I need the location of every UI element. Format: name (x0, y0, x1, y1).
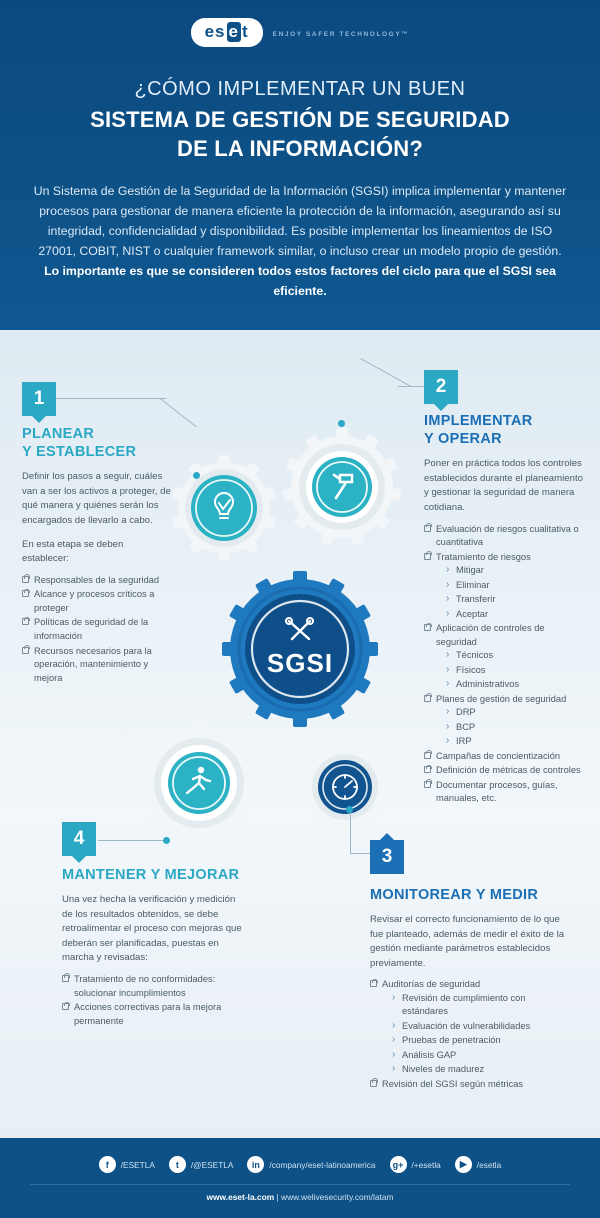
list-item (370, 978, 570, 1076)
lock-icon (22, 590, 29, 597)
gauge-icon (333, 775, 357, 799)
footer-divider (30, 1184, 570, 1185)
title-line-2: SISTEMA DE GESTIÓN DE SEGURIDAD (90, 107, 510, 132)
list-item-label: Revisión del SGSI según métricas (382, 1078, 524, 1089)
step-1-paragraph-1: Definir los pasos a seguir, cuáles van a ser los activos a proteger, de qué manera y quiénes serán los encargados de llevarlo a cabo. (22, 471, 171, 526)
brand-tagline: ENJOY SAFER TECHNOLOGY™ (272, 31, 410, 38)
sub-list-item: › Eliminar (446, 579, 586, 592)
lock-icon (424, 752, 431, 759)
list-item (62, 1001, 244, 1028)
list-item (424, 750, 586, 764)
footer-blog-url[interactable]: www.welivesecurity.com/latam (281, 1192, 394, 1202)
step-1-title-line-1: PLANEAR (22, 426, 95, 442)
lock-icon (424, 525, 431, 532)
footer-urls (0, 1192, 600, 1202)
step-4-number (62, 822, 96, 856)
list-item-label: Aplicación de controles de seguridad (436, 623, 545, 647)
lock-icon (62, 1003, 69, 1010)
list-item (22, 616, 172, 643)
list-item (424, 622, 586, 692)
step-3-title-line-1: MONITOREAR Y MEDIR (370, 887, 539, 903)
social-handle: /ESETLA (120, 1159, 155, 1170)
step-1-list (22, 574, 172, 686)
brand-logo (0, 18, 600, 47)
step-2-paragraph-1: Poner en práctica todos los controles establecidos durante el planeamiento y gestionar la seguridad de manera cotidiana. (424, 458, 583, 513)
sub-list-item: › Análisis GAP (392, 1049, 570, 1062)
step-4-list (62, 973, 244, 1028)
list-item-label: Definición de métricas de controles (436, 765, 581, 776)
title-line-1: ¿CÓMO IMPLEMENTAR UN BUEN (134, 78, 466, 100)
list-item-label: Acciones correctivas para la mejora permanente (74, 1002, 222, 1026)
sub-list-item: › Mitigar (446, 564, 586, 577)
list-item-label: Auditorías de seguridad (382, 979, 481, 990)
lock-icon (370, 980, 377, 987)
connector-3-line-v (350, 812, 351, 854)
social-handle: /esetla (476, 1159, 502, 1170)
step-2-list (424, 523, 586, 806)
sub-list-item: › Técnicos (446, 649, 586, 662)
connector-1-line-h (48, 398, 166, 399)
header (0, 0, 600, 330)
list-item (424, 764, 586, 778)
sub-list-item: › DRP (446, 706, 586, 719)
intro-text: Un Sistema de Gestión de la Seguridad de la Información (SGSI) implica implementar y mantener procesos para gestionar de manera eficiente la protección de la información, asegurando así su integridad, confidencialidad y disponibilidad. Es posible implementar los lineamientos de ISO 27001, COBIT, NIST o cualquier framework similar, o incluso crear un modelo propio de gestión. (33, 184, 567, 258)
step-2-title-line-2: Y OPERAR (424, 431, 502, 448)
step-3-paragraph-1: Revisar el correcto funcionamiento de lo que fue planteado, además de medir el éxito de la gestión mediante parámetros establecidos previamente. (370, 914, 565, 969)
intro-highlight: Lo importante es que se consideren todos estos factores del ciclo para que el SGSI sea eficiente. (44, 263, 556, 298)
sub-list-item: › Pruebas de penetración (392, 1034, 570, 1047)
step-4-gear-svg (138, 722, 260, 844)
sub-list-item: › Transferir (446, 593, 586, 606)
step-4-block (62, 866, 244, 1029)
step-4-gear (138, 722, 260, 844)
step-3-title (370, 886, 570, 904)
sub-list-item: › Evaluación de vulnerabilidades (392, 1020, 570, 1033)
footer-separator: | (274, 1192, 282, 1202)
list-item-label: Campañas de concientización (436, 750, 561, 761)
step-4-title-line-1: MANTENER Y MEJORAR (62, 867, 240, 883)
list-item-label: Planes de gestión de seguridad (436, 693, 567, 704)
step-3-gear (298, 740, 392, 834)
tools-icon (283, 617, 317, 643)
connector-4-line-h (98, 840, 168, 841)
connector-3-dot (346, 806, 353, 813)
logo-left-text: es (204, 22, 226, 41)
lock-icon (424, 695, 431, 702)
list-item (22, 574, 172, 588)
social-link-youtube[interactable] (455, 1156, 501, 1173)
lock-icon (62, 975, 69, 982)
step-2-number-text: 2 (435, 376, 447, 397)
connector-4-dot (163, 837, 170, 844)
logo-right-text: t (241, 22, 249, 41)
step-3-list (370, 978, 570, 1091)
center-gear-label: SGSI (266, 648, 334, 678)
footer (0, 1138, 600, 1218)
lock-icon (424, 781, 431, 788)
step-1-number (22, 382, 56, 416)
step-2-sublist-3 (446, 706, 586, 748)
step-2-gear-svg (283, 428, 401, 546)
step-1-number-text: 1 (33, 388, 45, 409)
social-handle: /@ESETLA (190, 1159, 234, 1170)
center-gear (222, 571, 378, 727)
step-3-gear-svg (298, 740, 392, 834)
social-link-facebook[interactable] (99, 1156, 155, 1173)
lock-icon (424, 553, 431, 560)
step-2-title (424, 412, 586, 448)
list-item-label: Recursos necesarios para la operación, mantenimiento y mejora (34, 645, 152, 683)
sub-list-item: › BCP (446, 721, 586, 734)
twitter-icon: t (169, 1156, 186, 1173)
list-item (370, 1078, 570, 1092)
list-item (424, 693, 586, 749)
lock-icon (22, 618, 29, 625)
social-link-linkedin[interactable] (247, 1156, 375, 1173)
list-item-label: Tratamiento de riesgos (436, 551, 531, 562)
step-3-block (370, 886, 570, 1092)
sub-list-item: › Físicos (446, 664, 586, 677)
connector-3-line-h (350, 853, 372, 854)
step-3-number-text: 3 (381, 846, 393, 867)
sub-list-item: › Aceptar (446, 608, 586, 621)
lock-icon (424, 766, 431, 773)
sub-list-item: › Niveles de madurez (392, 1063, 570, 1076)
facebook-icon: f (99, 1156, 116, 1173)
list-item-label: Alcance y procesos críticos a proteger (34, 589, 155, 613)
step-1-gear (171, 455, 277, 561)
step-1-paragraph-2: En esta etapa se deben establecer: (22, 538, 124, 565)
step-3-number (370, 840, 404, 874)
list-item-label: Evaluación de riesgos cualitativa o cuantitativa (436, 523, 579, 548)
list-item-label: Políticas de seguridad de la información (34, 617, 149, 641)
social-handle: /+esetla (411, 1159, 441, 1170)
sub-list-item: › Administrativos (446, 678, 586, 691)
lock-icon (22, 576, 29, 583)
step-3-sublist-1 (392, 992, 570, 1077)
list-item-label: Responsables de la seguridad (34, 574, 160, 585)
list-item-label: Tratamiento de no conformidades: solucionar incumplimientos (74, 974, 216, 998)
center-gear-icon (222, 617, 378, 648)
list-item-label: Documentar procesos, guías, manuales, etc. (436, 779, 558, 804)
connector-1-dot (193, 472, 200, 479)
youtube-icon: ▶ (455, 1156, 472, 1173)
social-link-googleplus[interactable] (390, 1156, 441, 1173)
list-item (424, 523, 586, 550)
step-1-title (22, 425, 172, 461)
step-1-title-line-2: Y ESTABLECER (22, 444, 137, 461)
step-1-block (22, 425, 172, 686)
step-2-gear (283, 428, 401, 546)
step-4-number-text: 4 (73, 828, 85, 849)
list-item (424, 551, 586, 621)
lock-icon (424, 624, 431, 631)
step-2-title-line-1: IMPLEMENTAR (424, 413, 533, 429)
eset-logo-badge (191, 18, 263, 47)
social-links (0, 1156, 600, 1173)
step-2-number (424, 370, 458, 404)
googleplus-icon: g+ (390, 1156, 407, 1173)
step-2-block (424, 412, 586, 807)
connector-2-dot (338, 420, 345, 427)
logo-mid-text: e (228, 22, 239, 41)
step-1-gear-svg (171, 455, 277, 561)
lock-icon (22, 647, 29, 654)
list-item (424, 779, 586, 806)
list-item (22, 645, 172, 686)
step-2-sublist-2 (446, 649, 586, 691)
sub-list-item: › Revisión de cumplimiento con estándares (392, 992, 570, 1019)
step-2-sublist-1 (446, 564, 586, 621)
sub-list-item: › IRP (446, 735, 586, 748)
footer-site-url[interactable]: www.eset-la.com (206, 1192, 275, 1202)
lock-icon (370, 1080, 377, 1087)
linkedin-icon: in (247, 1156, 264, 1173)
title-line-3: DE LA INFORMACIÓN? (177, 136, 423, 161)
step-4-paragraph-1: Una vez hecha la verificación y medición de los resultados obtenidos, se debe retroalimentar el proceso con mejoras que deberán ser planificadas, puestas en marcha y revisadas: (62, 894, 242, 964)
social-handle: /company/eset-latinoamerica (269, 1159, 376, 1170)
list-item (22, 588, 172, 615)
intro-paragraph (30, 182, 570, 301)
step-4-title (62, 866, 244, 884)
list-item (62, 973, 244, 1000)
page-title (40, 78, 560, 162)
social-link-twitter[interactable] (169, 1156, 234, 1173)
